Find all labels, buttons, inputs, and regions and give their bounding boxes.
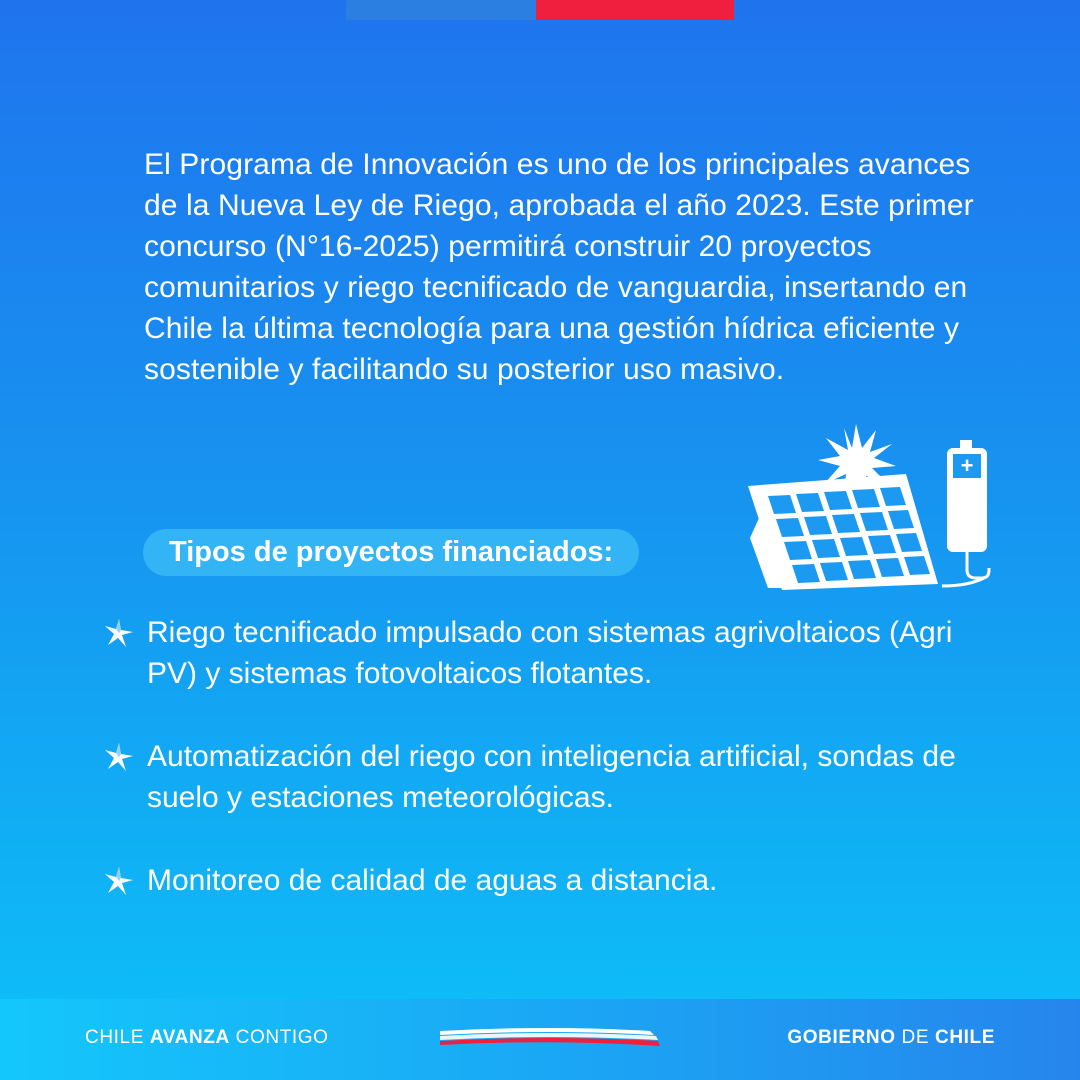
battery-plus-symbol: + xyxy=(960,453,974,478)
flag-bar-red xyxy=(536,0,734,20)
intro-paragraph: El Programa de Innovación es uno de los principales avances de la Nueva Ley de Riego, aprobada el año 2023. Este primer concurso (N°16-2025) permitirá construir 20 proyectos comunitarios y riego tecnificado de vanguardia, insertando en Chile la última tecnología para una gestión hídrica eficiente y sostenible y facilitando su posterior uso masivo. xyxy=(144,148,974,386)
bullet-text: Automatización del riego con inteligencia artificial, sondas de suelo y estaciones meteorológicas. xyxy=(147,740,956,814)
gobierno-de-chile-logo xyxy=(787,1027,995,1049)
star-icon xyxy=(104,618,134,648)
star-icon xyxy=(104,742,134,772)
battery-icon xyxy=(942,440,989,586)
logo-text: DE xyxy=(895,1027,935,1048)
bullet-list xyxy=(100,612,980,901)
bullet-text: Riego tecnificado impulsado con sistemas agrivoltaicos (Agri PV) y sistemas fotovoltaicos flotantes. xyxy=(147,616,953,690)
list-item xyxy=(100,612,980,694)
solar-illustration xyxy=(738,418,998,598)
star-icon xyxy=(104,866,134,896)
section-title-pill: Tipos de proyectos financiados: xyxy=(143,529,639,576)
footer-slogan-part: CONTIGO xyxy=(229,1027,329,1048)
flag-bar-blue xyxy=(346,0,536,20)
footer-slogan-bold: AVANZA xyxy=(149,1027,230,1048)
logo-text-bold: CHILE xyxy=(935,1027,995,1048)
bullet-text: Monitoreo de calidad de aguas a distancia. xyxy=(147,864,718,897)
footer-slogan-part: CHILE xyxy=(85,1027,150,1048)
logo-text-bold: GOBIERNO xyxy=(787,1027,896,1048)
solar-panel-icon xyxy=(748,474,938,590)
footer-slogan xyxy=(85,1027,329,1049)
list-item xyxy=(100,860,980,901)
footer-bar xyxy=(0,999,1080,1080)
flag-bar xyxy=(346,0,734,20)
list-item xyxy=(100,736,980,818)
flag-swoosh-icon xyxy=(440,1025,660,1049)
